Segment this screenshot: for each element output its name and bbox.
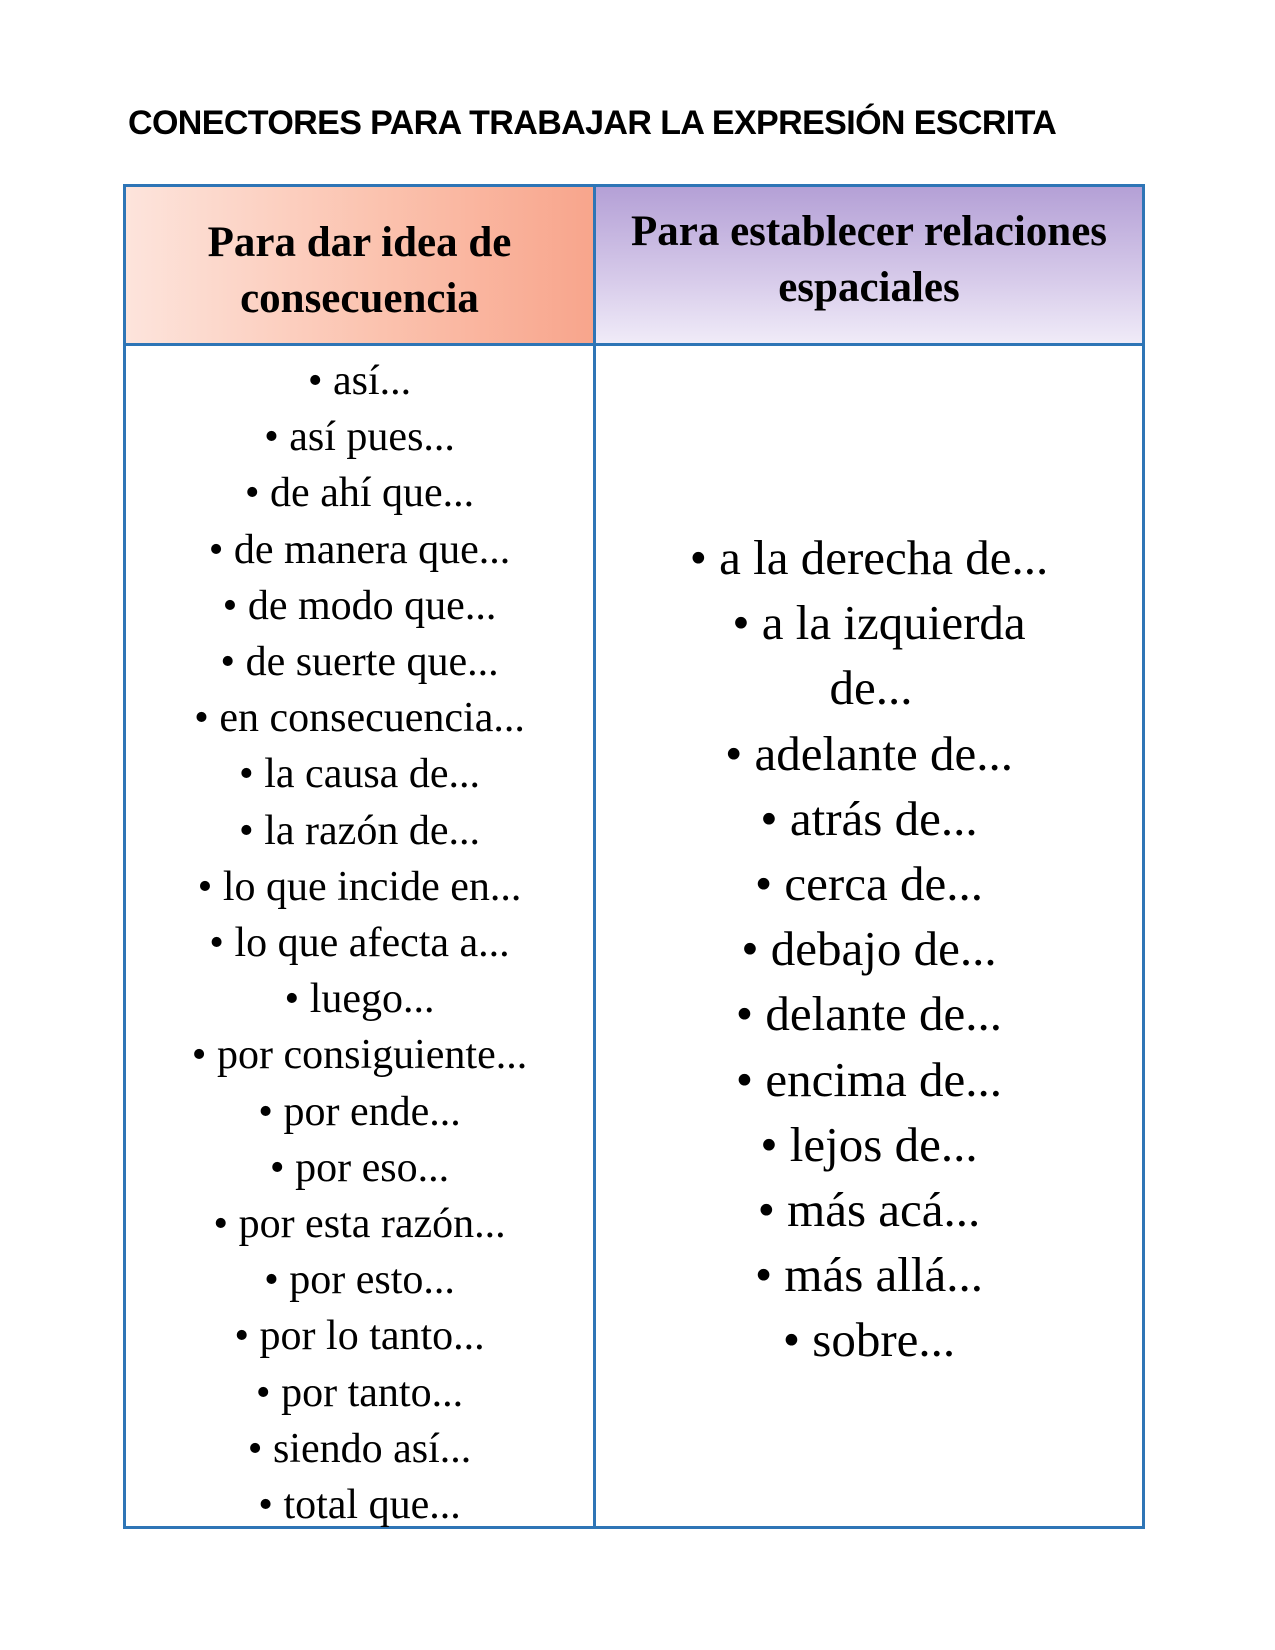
list-item: • lo que incide en... [197, 863, 522, 910]
list-item: • por ende... [258, 1088, 461, 1135]
list-item: • adelante de... [725, 725, 1013, 781]
header-consequence [126, 187, 593, 343]
list-item: • cerca de... [755, 856, 983, 912]
list-item: • por lo tanto... [234, 1313, 485, 1360]
list-item: • por tanto... [255, 1369, 464, 1416]
list-item: • por eso... [269, 1144, 450, 1191]
list-item: • por esto... [264, 1257, 455, 1304]
list-item: • de manera que... [208, 526, 511, 573]
list-item: • más acá... [757, 1182, 981, 1238]
list-item: • lejos de... [760, 1116, 978, 1172]
header-consequence-line1: Para dar idea de [207, 219, 512, 266]
list-item: • por esta razón... [213, 1201, 506, 1248]
header-spatial [596, 187, 1142, 343]
list-item: • de ahí que... [244, 470, 475, 517]
spatial-list [596, 525, 1142, 1373]
list-item: • así... [307, 358, 412, 404]
header-spatial-line2: espaciales [778, 264, 960, 311]
list-item: • delante de... [735, 986, 1003, 1042]
page-title: CONECTORES PARA TRABAJAR LA EXPRESIÓN ESCRITA [128, 104, 1057, 142]
list-item: • por consiguiente... [191, 1032, 528, 1079]
list-item: • en consecuencia... [194, 695, 525, 742]
list-item: • de modo que... [222, 582, 497, 629]
list-item: • la razón de... [239, 807, 480, 854]
list-item: • lo que afecta a... [209, 920, 510, 967]
list-item: • la causa de... [239, 751, 480, 798]
list-item: • siendo así... [247, 1425, 472, 1472]
list-item: • encima de... [735, 1051, 1003, 1107]
list-item: de... [829, 660, 913, 716]
list-item: • a la derecha de... [689, 530, 1049, 585]
list-item: • a la izquierda [732, 595, 1026, 651]
header-consequence-line2: consecuencia [240, 275, 479, 322]
header-divider [126, 343, 1142, 346]
list-item: • así pues... [264, 414, 455, 461]
consequence-list [126, 353, 593, 1533]
list-item: • más allá... [754, 1247, 984, 1303]
list-item: • luego... [284, 976, 435, 1023]
list-item: • total que... [258, 1482, 461, 1529]
connectors-table [123, 184, 1145, 1529]
header-spatial-line1: Para establecer relaciones [630, 208, 1108, 255]
list-item: • de suerte que... [220, 639, 499, 686]
list-item: • atrás de... [760, 790, 978, 846]
list-item: • debajo de... [741, 921, 997, 977]
list-item: • sobre... [782, 1312, 956, 1368]
